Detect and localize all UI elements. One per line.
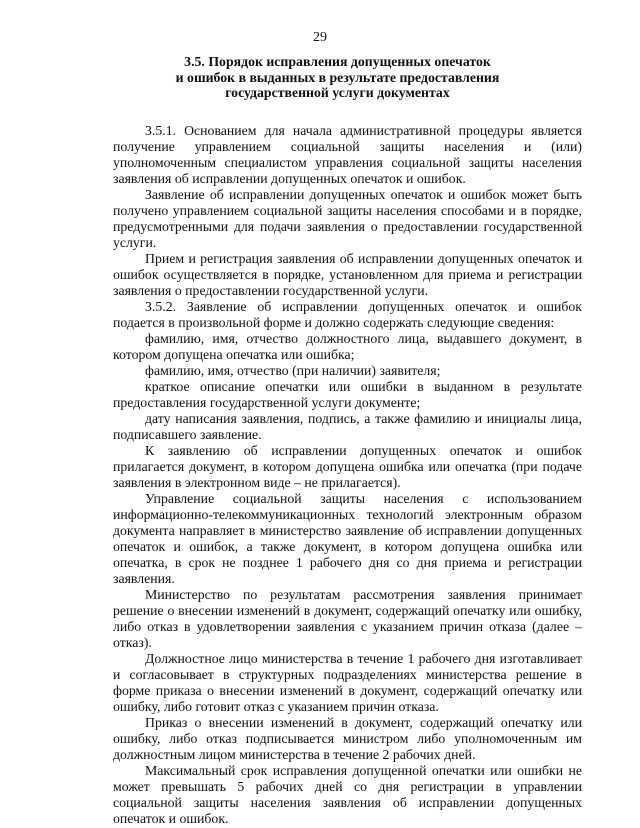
- list-item-date-signature: дату написания заявления, подпись, а также фамилию и инициалы лица, подписавшего заявление.: [113, 411, 582, 442]
- paragraph-forwarding: Управление социальной защиты населения с использованием информационно-телекоммуникационных технологий электронным образом документа направляет в министерство заявление об исправлении допущенных опечаток и ошибок, а также документ, в котором допущена ошибка или опечатка, в срок не позднее 1 рабочего дня со дня приема и регистрации заявления.: [113, 491, 582, 586]
- paragraph-max-term: Максимальный срок исправления допущенной опечатки или ошибки не может превышать 5 рабочих дней со дня регистрации в управлении социальной защиты населения заявления об исправлении допущенных опечаток и ошибок.: [113, 763, 582, 826]
- paragraph-order-preparation: Должностное лицо министерства в течение 1 рабочего дня изготавливает и согласовывает в структурных подразделениях министерства решение в форме приказа о внесении изменений в документ, содержащий опечатку или ошибку, либо готовит отказ с указанием причин отказа.: [113, 651, 582, 714]
- paragraph-submission-methods: Заявление об исправлении допущенных опечаток и ошибок может быть получено управлением социальной защиты населения способами и в порядке, предусмотренными для подачи заявления о предоставлении государственной услуги.: [113, 187, 582, 250]
- list-item-applicant-name: фамилию, имя, отчество (при наличии) заявителя;: [145, 363, 441, 378]
- section-heading-line-1: 3.5. Порядок исправления допущенных опечаток: [184, 54, 491, 69]
- list-item-error-description: краткое описание опечатки или ошибки в выданном в результате предоставления государственной услуги документе;: [113, 379, 582, 410]
- page-number: 29: [313, 30, 327, 45]
- paragraph-ministry-decision: Министерство по результатам рассмотрения заявления принимает решение о внесении изменений в документ, содержащий опечатку или ошибку, либо отказ в удовлетворении заявления с указанием причин отказа (далее – отказ).: [113, 587, 582, 650]
- paragraph-attachment: К заявлению об исправлении допущенных опечаток и ошибок прилагается документ, в котором допущена ошибка или опечатка (при подаче заявления в электронном виде – не прилагается).: [113, 443, 582, 490]
- paragraph-3-5-1: 3.5.1. Основанием для начала административной процедуры является получение управлением социальной защиты населения и (или) уполномоченным специалистом управления социальной защиты населения заявления об исправлении допущенных опечаток и ошибок.: [113, 123, 582, 186]
- paragraph-3-5-2: 3.5.2. Заявление об исправлении допущенных опечаток и ошибок подается в произвольной форме и должно содержать следующие сведения:: [113, 299, 582, 330]
- paragraph-order-signing: Приказ о внесении изменений в документ, содержащий опечатку или ошибку, либо отказ подписывается министром либо уполномоченным им должностным лицом министерства в течение 2 рабочих дней.: [113, 715, 582, 762]
- paragraph-registration: Прием и регистрация заявления об исправлении допущенных опечаток и ошибок осуществляется в порядке, установленном для приема и регистрации заявления о предоставлении государственной услуги.: [113, 251, 582, 298]
- section-heading-line-3: государственной услуги документах: [225, 85, 450, 100]
- section-heading: [150, 54, 525, 101]
- list-item-official-name: фамилию, имя, отчество должностного лица, выдавшего документ, в котором допущена опечатка или ошибка;: [113, 331, 582, 362]
- section-heading-line-2: и ошибок в выданных в результате предоставления: [175, 69, 500, 85]
- section-body: [113, 123, 582, 827]
